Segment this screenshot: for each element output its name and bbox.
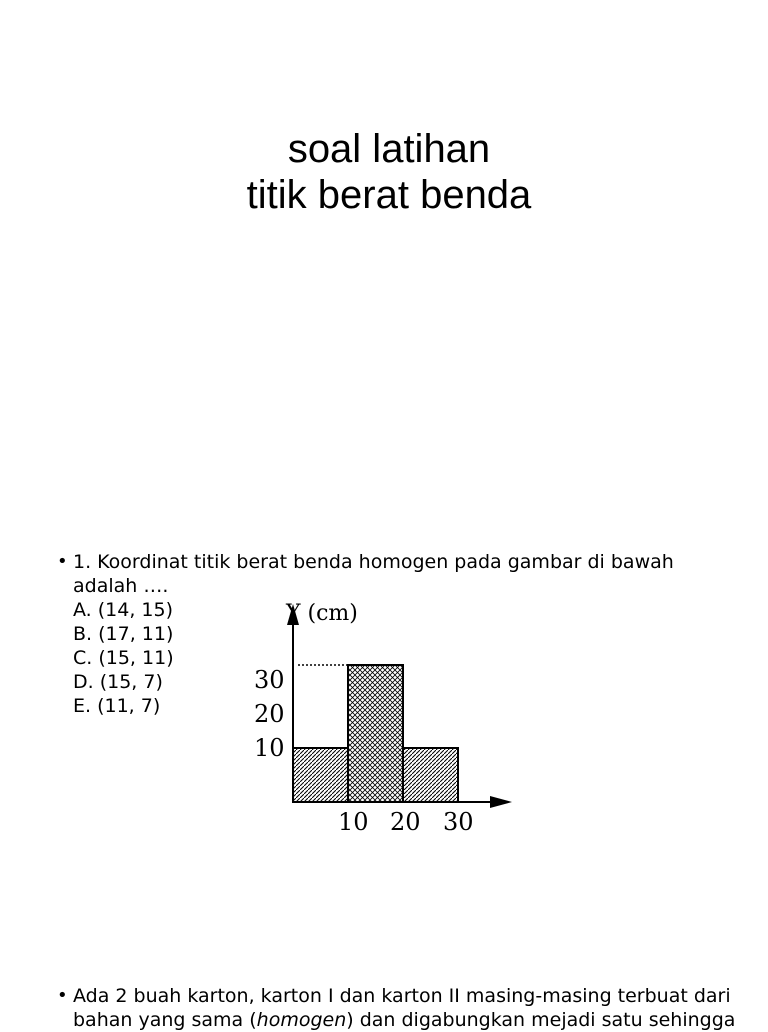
- y-axis-label: Y (cm): [286, 601, 358, 626]
- question-2-text-emphasis: homogen: [256, 1009, 347, 1031]
- slide-title: [0, 126, 768, 218]
- question-2-text-end: ) dan digabungkan mejadi satu sehingga: [346, 1009, 736, 1031]
- y-tick-30: 30: [254, 666, 285, 694]
- option-e: E. (11, 7): [73, 695, 161, 717]
- x-tick-20: 20: [390, 808, 421, 836]
- x-axis-arrow-icon: [490, 796, 512, 808]
- option-c: C. (15, 11): [73, 647, 174, 669]
- x-tick-30: 30: [443, 808, 474, 836]
- question-1-prompt: 1. Koordinat titik berat benda homogen pada gambar di bawah adalah ….: [73, 551, 674, 597]
- centroid-figure: [240, 590, 520, 840]
- y-tick-20: 20: [254, 700, 285, 728]
- option-a: A. (14, 15): [73, 599, 174, 621]
- question-2-text: [73, 984, 757, 1032]
- x-tick-10: 10: [338, 808, 369, 836]
- question-2-text-start: Ada 2 buah karton, karton I dan karton II masing-masing terbuat dari bahan yang sama (: [73, 985, 731, 1031]
- title-line-1: soal latihan: [287, 127, 491, 171]
- bullet-icon: •: [57, 551, 68, 572]
- option-b: B. (17, 11): [73, 623, 174, 645]
- tall-rectangle: [348, 665, 403, 802]
- option-d: D. (15, 7): [73, 671, 163, 693]
- question-2: [57, 984, 757, 1032]
- title-line-2: titik berat benda: [246, 173, 532, 217]
- bullet-icon: •: [57, 985, 68, 1006]
- y-tick-10: 10: [254, 734, 285, 762]
